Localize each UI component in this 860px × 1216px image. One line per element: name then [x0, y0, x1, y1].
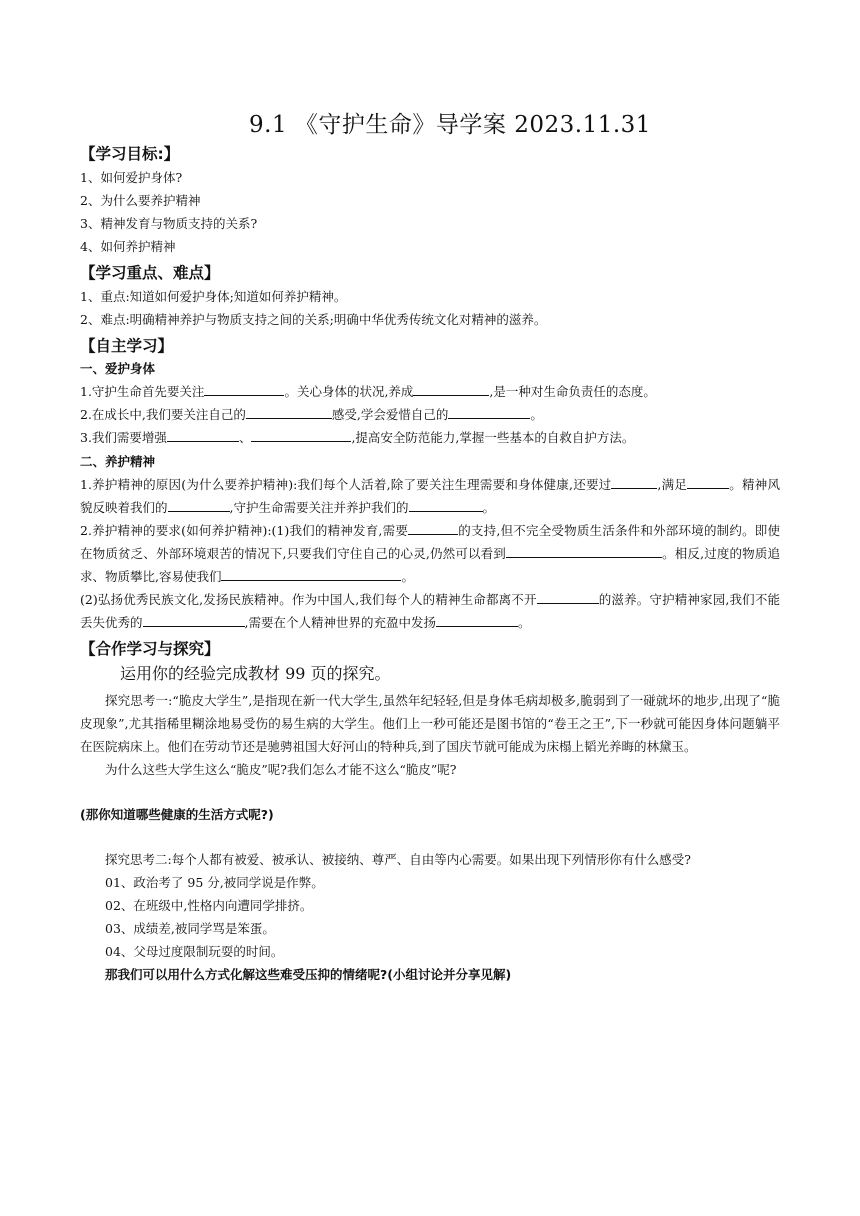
goals-heading: 【学习目标:】 [80, 145, 180, 163]
answer-blank[interactable] [409, 497, 483, 512]
coop-heading: 【合作学习与探究】 [80, 640, 220, 658]
case-item: 03、成绩差,被同学骂是笨蛋。 [105, 921, 275, 936]
answer-blank[interactable] [687, 474, 729, 489]
section-heading-spirit: 二、养护精神 [80, 454, 156, 469]
page-title: 9.1 《守护生命》导学案 2023.11.31 [249, 112, 651, 138]
answer-blank[interactable] [167, 427, 239, 442]
explore-two-text: 探究思考二:每个人都有被爱、被承认、被接纳、尊严、自由等内心需要。如果出现下列情形你有什么感受? [105, 852, 691, 867]
paragraph-culture: (2)弘扬优秀民族文化,发扬民族精神。作为中国人,我们每个人的精神生命都离不开 的滋养。守护精神家园,我们不能丢失优秀的 ,需要在个人精神世界的充盈中发扬 。 [80, 588, 780, 634]
answer-blank[interactable] [168, 497, 230, 512]
healthy-lifestyle-question: (那你知道哪些健康的生活方式呢?) [80, 807, 274, 822]
answer-blank[interactable] [436, 612, 518, 627]
final-discussion-question: 那我们可以用什么方式化解这些难受压抑的情绪呢?(小组讨论并分享见解) [105, 967, 512, 982]
answer-blank[interactable] [251, 427, 351, 442]
question-1: 1.守护生命首先要关注 。关心身体的状况,养成 ,是一种对生命负责任的态度。 [80, 380, 780, 403]
goal-item: 3、精神发育与物质支持的关系? [80, 216, 258, 231]
explore-one-text: 探究思考一:“脆皮大学生”,是指现在新一代大学生,虽然年纪轻轻,但是身体毛病却极多,脆弱到了一碰就坏的地步,出现了“脆皮现象”,尤其指稀里糊涂地易受伤的易生病的大学生。他们上一秒可能还是图书馆的“卷王之王”,下一秒就可能因身体问题躺平在医院病床上。他们在劳动节还是驰骋祖国大好河山的特种兵,到了国庆节就可能成为床榻上韬光养晦的林黛玉。 [80, 693, 780, 754]
answer-blank[interactable] [611, 474, 657, 489]
answer-blank[interactable] [537, 589, 599, 604]
answer-blank[interactable] [413, 381, 489, 396]
question-2: 2.在成长中,我们要关注自己的 感受,学会爱惜自己的 。 [80, 403, 780, 426]
case-item: 01、政治考了 95 分,被同学说是作弊。 [105, 875, 324, 890]
answer-blank[interactable] [506, 543, 662, 558]
self-study-heading: 【自主学习】 [80, 337, 174, 355]
paragraph-spirit-requirement: 2.养护精神的要求(如何养护精神):(1)我们的精神发育,需要 的支持,但不完全受物质生活条件和外部环境的制约。即使在物质贫乏、外部环境艰苦的情况下,只要我们守住自己的心灵,仍然可以看到 。相反,过度的物质追求、物质攀比,容易使我们 。 [80, 519, 780, 588]
answer-blank[interactable] [143, 612, 245, 627]
goal-item: 1、如何爱护身体? [80, 170, 183, 185]
case-item: 04、父母过度限制玩耍的时间。 [105, 944, 284, 959]
goal-item: 4、如何养护精神 [80, 239, 176, 254]
answer-blank[interactable] [221, 566, 401, 581]
answer-blank[interactable] [204, 381, 284, 396]
goal-item: 2、为什么要养护精神 [80, 193, 201, 208]
question-3: 3.我们需要增强 、 ,提高安全防范能力,掌握一些基本的自救自护方法。 [80, 426, 780, 449]
key-point-item: 2、难点:明确精神养护与物质支持之间的关系;明确中华优秀传统文化对精神的滋养。 [80, 312, 547, 327]
key-points-heading: 【学习重点、难点】 [80, 264, 220, 282]
answer-blank[interactable] [246, 404, 332, 419]
answer-blank[interactable] [448, 404, 530, 419]
answer-blank[interactable] [408, 520, 458, 535]
key-point-item: 1、重点:知道如何爱护身体;知道如何养护精神。 [80, 289, 347, 304]
coop-intro: 运用你的经验完成教材 99 页的探究。 [120, 664, 391, 683]
section-heading-body: 一、爱护身体 [80, 361, 156, 376]
explore-one-question: 为什么这些大学生这么“脆皮”呢?我们怎么才能不这么“脆皮”呢? [105, 762, 457, 777]
worksheet-page [80, 100, 780, 986]
paragraph-spirit-reason: 1.养护精神的原因(为什么要养护精神):我们每个人活着,除了要关注生理需要和身体健康,还要过 ,满足 。精神风貌反映着我们的 ,守护生命需要关注并养护我们的 。 [80, 473, 780, 519]
case-item: 02、在班级中,性格内向遭同学排挤。 [105, 898, 313, 913]
